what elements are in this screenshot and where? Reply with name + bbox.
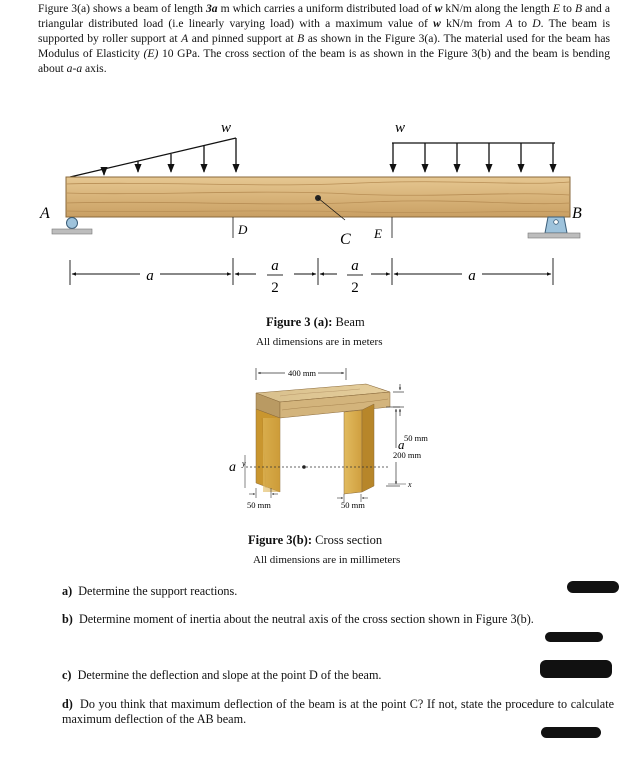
dim-flange-50: 50 mm xyxy=(404,433,428,443)
label-a: A xyxy=(40,205,50,222)
axis-a-left: a xyxy=(229,460,236,475)
section-caption-subtitle: All dimensions are in millimeters xyxy=(253,554,401,566)
flange-thickness-dimension xyxy=(393,384,404,416)
axis-a-right: a xyxy=(398,437,405,452)
load-label-left: w xyxy=(220,120,232,136)
redaction-mark-a xyxy=(567,581,619,593)
beam-caption-subtitle: All dimensions are in meters xyxy=(256,336,383,348)
left-web xyxy=(256,409,280,492)
question-a: a) Determine the support reactions. xyxy=(62,584,238,598)
redaction-mark-d xyxy=(541,727,601,738)
dim-a2-right-den: 2 xyxy=(351,280,359,296)
dim-a2-right-num: a xyxy=(351,258,359,274)
dim-400: 400 mm xyxy=(287,368,317,378)
dim-a2-left-num: a xyxy=(271,258,279,274)
section-caption-title: Figure 3(b): Cross section xyxy=(248,533,383,547)
x-axis-label: x xyxy=(408,480,412,489)
problem-statement: Figure 3(a) shows a beam of length 3a m which carries a uniform distributed load of w kN/m along the length E to B and a triangular distributed load (i.e linearly varying load) with a maximum value of w kN/m from A to D. The beam is supported by roller support at A and pinned support at B as shown in the Figure 3(a). The material used for the beam has Modulus of Elasticity (E) 10 GPa. The cross section of the beam is as shown in the Figure 3(b) and the beam is bending about a-a axis. xyxy=(38,2,610,75)
right-web xyxy=(344,404,374,494)
question-c: c) Determine the deflection and slope at the point D of the beam. xyxy=(62,668,382,682)
dim-web-right-50: 50 mm xyxy=(341,500,365,510)
label-b: B xyxy=(572,205,582,222)
load-label-right: w xyxy=(394,120,406,136)
question-b: b) Determine moment of inertia about the neutral axis of the cross section shown in Figure 3(b). xyxy=(62,612,534,626)
dim-a2-left-den: 2 xyxy=(271,280,279,296)
dim-a-left: a xyxy=(146,268,154,284)
label-d: D xyxy=(238,222,248,237)
beam-caption-title: Figure 3 (a): Beam xyxy=(266,315,365,329)
label-e: E xyxy=(374,226,382,241)
dim-a-right: a xyxy=(468,268,476,284)
label-c: C xyxy=(340,231,351,248)
redaction-mark-c xyxy=(540,660,612,678)
dim-web-left-50: 50 mm xyxy=(247,500,271,510)
redaction-mark-b xyxy=(545,632,603,642)
question-d: d) Do you think that maximum deflection of the beam is at the point C? If not, state the procedure to calculate maximum deflection of the AB beam. xyxy=(62,697,615,726)
y-axis-label: y xyxy=(242,459,246,468)
dim-web-200: 200 mm xyxy=(393,450,422,460)
